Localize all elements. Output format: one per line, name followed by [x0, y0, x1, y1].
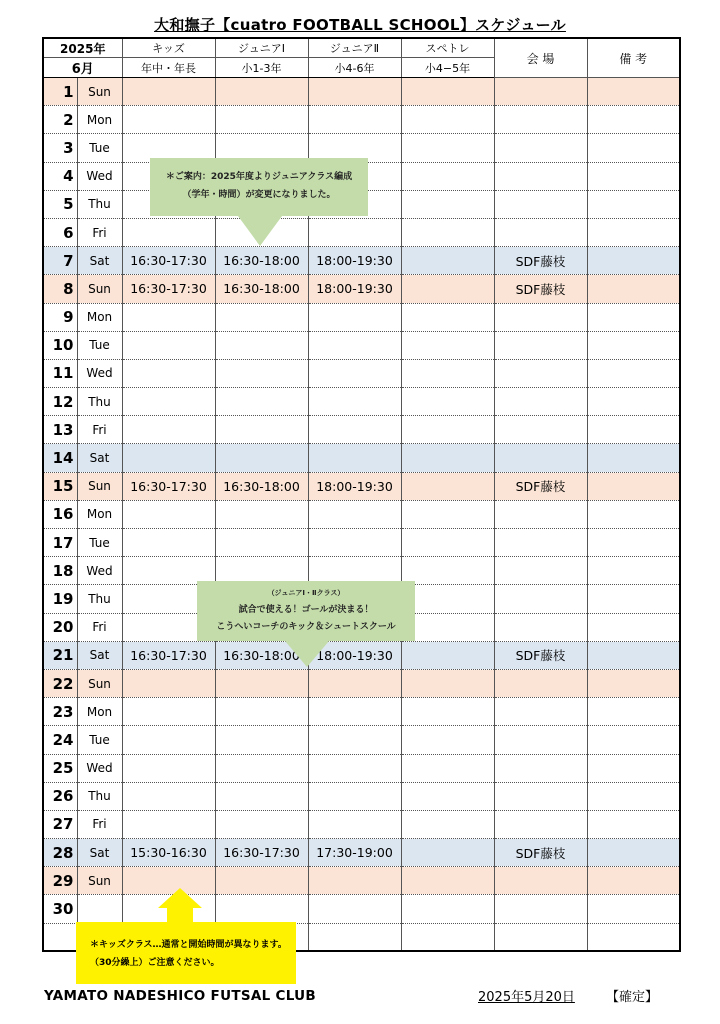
note-cell: [587, 782, 680, 810]
day-of-week: Wed: [77, 162, 122, 190]
time-slot-spetore: [401, 134, 494, 162]
time-slot-jr1: 16:30-18:00: [215, 472, 308, 500]
day-of-week: Fri: [77, 810, 122, 838]
time-slot-jr2: [308, 359, 401, 387]
time-slot-jr1: [215, 754, 308, 782]
venue-cell: [494, 106, 587, 134]
time-slot-kids: [122, 669, 215, 697]
day-number: 26: [43, 782, 77, 810]
time-slot-kids: [122, 78, 215, 106]
note-cell: [587, 275, 680, 303]
time-slot-spetore: [401, 303, 494, 331]
time-slot-spetore: [401, 106, 494, 134]
time-slot-spetore: [401, 726, 494, 754]
time-slot-kids: [122, 444, 215, 472]
time-slot-spetore: [401, 754, 494, 782]
time-slot-jr2: [308, 895, 401, 923]
time-slot-kids: 15:30-16:30: [122, 839, 215, 867]
time-slot-jr1: [215, 331, 308, 359]
time-slot-kids: 16:30-17:30: [122, 472, 215, 500]
schedule-row: [43, 726, 680, 754]
venue-cell: [494, 698, 587, 726]
venue-cell: [494, 303, 587, 331]
class-name-kids: キッズ: [122, 38, 215, 58]
time-slot-spetore: [401, 416, 494, 444]
venue-cell: [494, 162, 587, 190]
time-slot-jr2: [308, 416, 401, 444]
venue-cell: [494, 529, 587, 557]
time-slot-jr1: [215, 444, 308, 472]
year-header: 2025年: [43, 38, 122, 58]
note-cell: [587, 754, 680, 782]
club-name: YAMATO NADESHICO FUTSAL CLUB: [44, 988, 316, 1004]
time-slot-jr2: [308, 444, 401, 472]
time-slot-spetore: [401, 867, 494, 895]
callout-line: ＊ご案内：2025年度よりジュニアクラス編成: [165, 172, 353, 182]
day-of-week: Mon: [77, 698, 122, 726]
day-of-week: Sat: [77, 247, 122, 275]
note-cell: [587, 134, 680, 162]
time-slot-jr1: 16:30-18:00: [215, 275, 308, 303]
day-number: 7: [43, 247, 77, 275]
time-slot-jr2: 18:00-19:30: [308, 472, 401, 500]
class-grade-kids: 年中・年長: [122, 58, 215, 78]
time-slot-kids: [122, 359, 215, 387]
venue-cell: [494, 585, 587, 613]
callout-line: こうへいコーチのキック＆シュートスクール: [216, 622, 396, 632]
note-cell: [587, 416, 680, 444]
time-slot-kids: [122, 529, 215, 557]
schedule-row: [43, 275, 680, 303]
schedule-row: [43, 500, 680, 528]
time-slot-jr1: [215, 303, 308, 331]
day-of-week: Sun: [77, 669, 122, 697]
time-slot-jr2: [308, 698, 401, 726]
time-slot-jr2: [308, 867, 401, 895]
time-slot-jr1: 16:30-18:00: [215, 641, 308, 669]
time-slot-jr1: 16:30-18:00: [215, 247, 308, 275]
time-slot-kids: [122, 782, 215, 810]
time-slot-kids: [122, 388, 215, 416]
time-slot-spetore: [401, 529, 494, 557]
time-slot-kids: 16:30-17:30: [122, 247, 215, 275]
time-slot-kids: [122, 416, 215, 444]
time-slot-kids: [122, 810, 215, 838]
time-slot-spetore: [401, 698, 494, 726]
time-slot-kids: [122, 698, 215, 726]
venue-cell: [494, 782, 587, 810]
day-of-week: Tue: [77, 529, 122, 557]
time-slot-spetore: [401, 839, 494, 867]
day-number: 16: [43, 500, 77, 528]
venue-cell: [494, 359, 587, 387]
time-slot-spetore: [401, 923, 494, 951]
schedule-row: [43, 669, 680, 697]
time-slot-spetore: [401, 388, 494, 416]
time-slot-spetore: [401, 359, 494, 387]
time-slot-jr1: [215, 500, 308, 528]
time-slot-jr2: [308, 331, 401, 359]
schedule-row: [43, 529, 680, 557]
time-slot-jr1: [215, 669, 308, 697]
time-slot-jr1: [215, 78, 308, 106]
venue-cell: [494, 500, 587, 528]
time-slot-spetore: [401, 331, 494, 359]
class-grade-junior1: 小1-3年: [215, 58, 308, 78]
schedule-row: [43, 782, 680, 810]
time-slot-jr1: [215, 106, 308, 134]
day-of-week: Sat: [77, 444, 122, 472]
time-slot-jr2: [308, 923, 401, 951]
time-slot-spetore: [401, 78, 494, 106]
arrow-down-icon: [285, 641, 329, 667]
day-of-week: Sun: [77, 78, 122, 106]
day-number: 17: [43, 529, 77, 557]
note-cell: [587, 303, 680, 331]
time-slot-spetore: [401, 247, 494, 275]
time-slot-jr1: [215, 388, 308, 416]
note-cell: [587, 78, 680, 106]
arrow-down-icon: [238, 216, 282, 246]
class-name-junior1: ジュニアⅠ: [215, 38, 308, 58]
venue-cell: [494, 669, 587, 697]
day-of-week: Sun: [77, 472, 122, 500]
venue-cell: [494, 416, 587, 444]
time-slot-jr2: 18:00-19:30: [308, 275, 401, 303]
time-slot-jr2: [308, 782, 401, 810]
note-cell: [587, 359, 680, 387]
day-number: 27: [43, 810, 77, 838]
day-number: [43, 923, 77, 951]
day-of-week: Tue: [77, 331, 122, 359]
venue-cell: [494, 557, 587, 585]
note-cell: [587, 162, 680, 190]
note-cell: [587, 810, 680, 838]
time-slot-jr1: [215, 726, 308, 754]
time-slot-jr2: [308, 754, 401, 782]
time-slot-jr2: [308, 500, 401, 528]
note-cell: [587, 218, 680, 246]
venue-cell: [494, 331, 587, 359]
day-number: 8: [43, 275, 77, 303]
day-of-week: Mon: [77, 500, 122, 528]
day-of-week: Wed: [77, 359, 122, 387]
day-number: 12: [43, 388, 77, 416]
note-cell: [587, 726, 680, 754]
schedule-row: [43, 78, 680, 106]
venue-cell: SDF藤枝: [494, 839, 587, 867]
time-slot-kids: 16:30-17:30: [122, 275, 215, 303]
time-slot-jr2: [308, 106, 401, 134]
day-number: 13: [43, 416, 77, 444]
day-of-week: Fri: [77, 416, 122, 444]
note-cell: [587, 867, 680, 895]
day-of-week: Fri: [77, 613, 122, 641]
schedule-row: [43, 247, 680, 275]
time-slot-jr1: [215, 698, 308, 726]
venue-cell: SDF藤枝: [494, 275, 587, 303]
junior-change-callout: [150, 158, 368, 246]
venue-cell: [494, 78, 587, 106]
day-number: 18: [43, 557, 77, 585]
note-cell: [587, 500, 680, 528]
time-slot-spetore: [401, 895, 494, 923]
page-title: 大和撫子【cuatro FOOTBALL SCHOOL】スケジュール: [154, 16, 566, 34]
time-slot-kids: 16:30-17:30: [122, 641, 215, 669]
venue-cell: [494, 218, 587, 246]
venue-cell: [494, 754, 587, 782]
day-number: 19: [43, 585, 77, 613]
time-slot-jr2: [308, 78, 401, 106]
note-cell: [587, 923, 680, 951]
note-cell: [587, 247, 680, 275]
time-slot-spetore: [401, 162, 494, 190]
venue-cell: [494, 923, 587, 951]
day-of-week: Sat: [77, 641, 122, 669]
kick-school-callout: [197, 581, 415, 667]
callout-line: 試合で使える！ゴールが決まる！: [238, 605, 374, 615]
time-slot-jr2: [308, 726, 401, 754]
time-slot-jr1: [215, 529, 308, 557]
venue-cell: [494, 190, 587, 218]
schedule-row: [43, 839, 680, 867]
time-slot-jr2: 17:30-19:00: [308, 839, 401, 867]
schedule-row: [43, 698, 680, 726]
time-slot-kids: [122, 331, 215, 359]
day-number: 29: [43, 867, 77, 895]
day-of-week: Wed: [77, 754, 122, 782]
day-number: 1: [43, 78, 77, 106]
day-number: 3: [43, 134, 77, 162]
day-of-week: Thu: [77, 585, 122, 613]
venue-cell: SDF藤枝: [494, 247, 587, 275]
arrow-up-icon: [158, 888, 202, 922]
time-slot-jr1: [215, 416, 308, 444]
day-number: 22: [43, 669, 77, 697]
day-number: 4: [43, 162, 77, 190]
note-cell: [587, 839, 680, 867]
day-of-week: Thu: [77, 388, 122, 416]
note-cell: [587, 106, 680, 134]
day-of-week: Thu: [77, 782, 122, 810]
notes-header: 備 考: [587, 38, 680, 78]
status-label: 【確定】: [606, 990, 659, 1005]
time-slot-spetore: [401, 472, 494, 500]
day-number: 14: [43, 444, 77, 472]
schedule-row: [43, 359, 680, 387]
note-cell: [587, 613, 680, 641]
day-number: 11: [43, 359, 77, 387]
issue-date: 2025年5月20日: [478, 990, 575, 1005]
note-cell: [587, 529, 680, 557]
time-slot-spetore: [401, 500, 494, 528]
time-slot-jr1: [215, 782, 308, 810]
day-of-week: Thu: [77, 190, 122, 218]
venue-cell: [494, 444, 587, 472]
note-cell: [587, 472, 680, 500]
note-cell: [587, 190, 680, 218]
time-slot-spetore: [401, 810, 494, 838]
note-cell: [587, 698, 680, 726]
schedule-row: [43, 810, 680, 838]
day-of-week: Wed: [77, 557, 122, 585]
schedule-row: [43, 472, 680, 500]
day-number: 9: [43, 303, 77, 331]
time-slot-kids: [122, 303, 215, 331]
schedule-row: [43, 303, 680, 331]
day-number: 2: [43, 106, 77, 134]
day-number: 20: [43, 613, 77, 641]
schedule-row: [43, 754, 680, 782]
note-cell: [587, 388, 680, 416]
note-cell: [587, 331, 680, 359]
schedule-row: [43, 416, 680, 444]
class-name-junior2: ジュニアⅡ: [308, 38, 401, 58]
note-cell: [587, 641, 680, 669]
kids-note-callout: [76, 888, 296, 984]
day-number: 10: [43, 331, 77, 359]
venue-cell: SDF藤枝: [494, 472, 587, 500]
time-slot-spetore: [401, 782, 494, 810]
callout-line: （学年・時間）が変更になりました。: [182, 190, 336, 200]
day-number: 5: [43, 190, 77, 218]
note-line: ＊キッズクラス…通常と開始時間が異なります。: [90, 940, 287, 950]
time-slot-kids: [122, 726, 215, 754]
day-of-week: Mon: [77, 303, 122, 331]
time-slot-jr1: [215, 810, 308, 838]
time-slot-spetore: [401, 444, 494, 472]
time-slot-kids: [122, 754, 215, 782]
day-of-week: Tue: [77, 134, 122, 162]
venue-cell: [494, 726, 587, 754]
class-name-spetore: スペトレ: [401, 38, 494, 58]
time-slot-kids: [122, 106, 215, 134]
time-slot-jr2: [308, 529, 401, 557]
venue-cell: [494, 388, 587, 416]
venue-cell: [494, 867, 587, 895]
day-number: 24: [43, 726, 77, 754]
note-cell: [587, 557, 680, 585]
venue-cell: [494, 613, 587, 641]
day-number: 25: [43, 754, 77, 782]
venue-cell: [494, 134, 587, 162]
time-slot-jr2: [308, 669, 401, 697]
day-of-week: Tue: [77, 726, 122, 754]
day-number: 28: [43, 839, 77, 867]
schedule-row: [43, 444, 680, 472]
venue-header: 会 場: [494, 38, 587, 78]
class-grade-junior2: 小4-6年: [308, 58, 401, 78]
day-number: 23: [43, 698, 77, 726]
time-slot-spetore: [401, 190, 494, 218]
schedule-row: [43, 331, 680, 359]
day-of-week: Fri: [77, 218, 122, 246]
day-of-week: Sat: [77, 839, 122, 867]
callout-line: （ジュニアⅠ・Ⅱクラス）: [267, 589, 345, 597]
month-header: 6月: [43, 58, 122, 78]
schedule-row: [43, 388, 680, 416]
time-slot-jr1: 16:30-17:30: [215, 839, 308, 867]
time-slot-jr2: [308, 388, 401, 416]
class-grade-spetore: 小4−5年: [401, 58, 494, 78]
note-cell: [587, 444, 680, 472]
note-cell: [587, 669, 680, 697]
day-number: 21: [43, 641, 77, 669]
day-number: 30: [43, 895, 77, 923]
time-slot-jr1: [215, 359, 308, 387]
note-line: （30分繰上）ご注意ください。: [90, 958, 220, 968]
day-of-week: Sun: [77, 867, 122, 895]
time-slot-spetore: [401, 275, 494, 303]
venue-cell: [494, 895, 587, 923]
time-slot-spetore: [401, 218, 494, 246]
day-number: 15: [43, 472, 77, 500]
day-number: 6: [43, 218, 77, 246]
day-of-week: Sun: [77, 275, 122, 303]
note-cell: [587, 895, 680, 923]
venue-cell: SDF藤枝: [494, 641, 587, 669]
time-slot-jr2: [308, 303, 401, 331]
time-slot-spetore: [401, 669, 494, 697]
day-of-week: Mon: [77, 106, 122, 134]
venue-cell: [494, 810, 587, 838]
time-slot-jr2: 18:00-19:30: [308, 641, 401, 669]
note-cell: [587, 585, 680, 613]
schedule-row: [43, 106, 680, 134]
time-slot-kids: [122, 500, 215, 528]
time-slot-jr2: [308, 810, 401, 838]
time-slot-jr2: 18:00-19:30: [308, 247, 401, 275]
